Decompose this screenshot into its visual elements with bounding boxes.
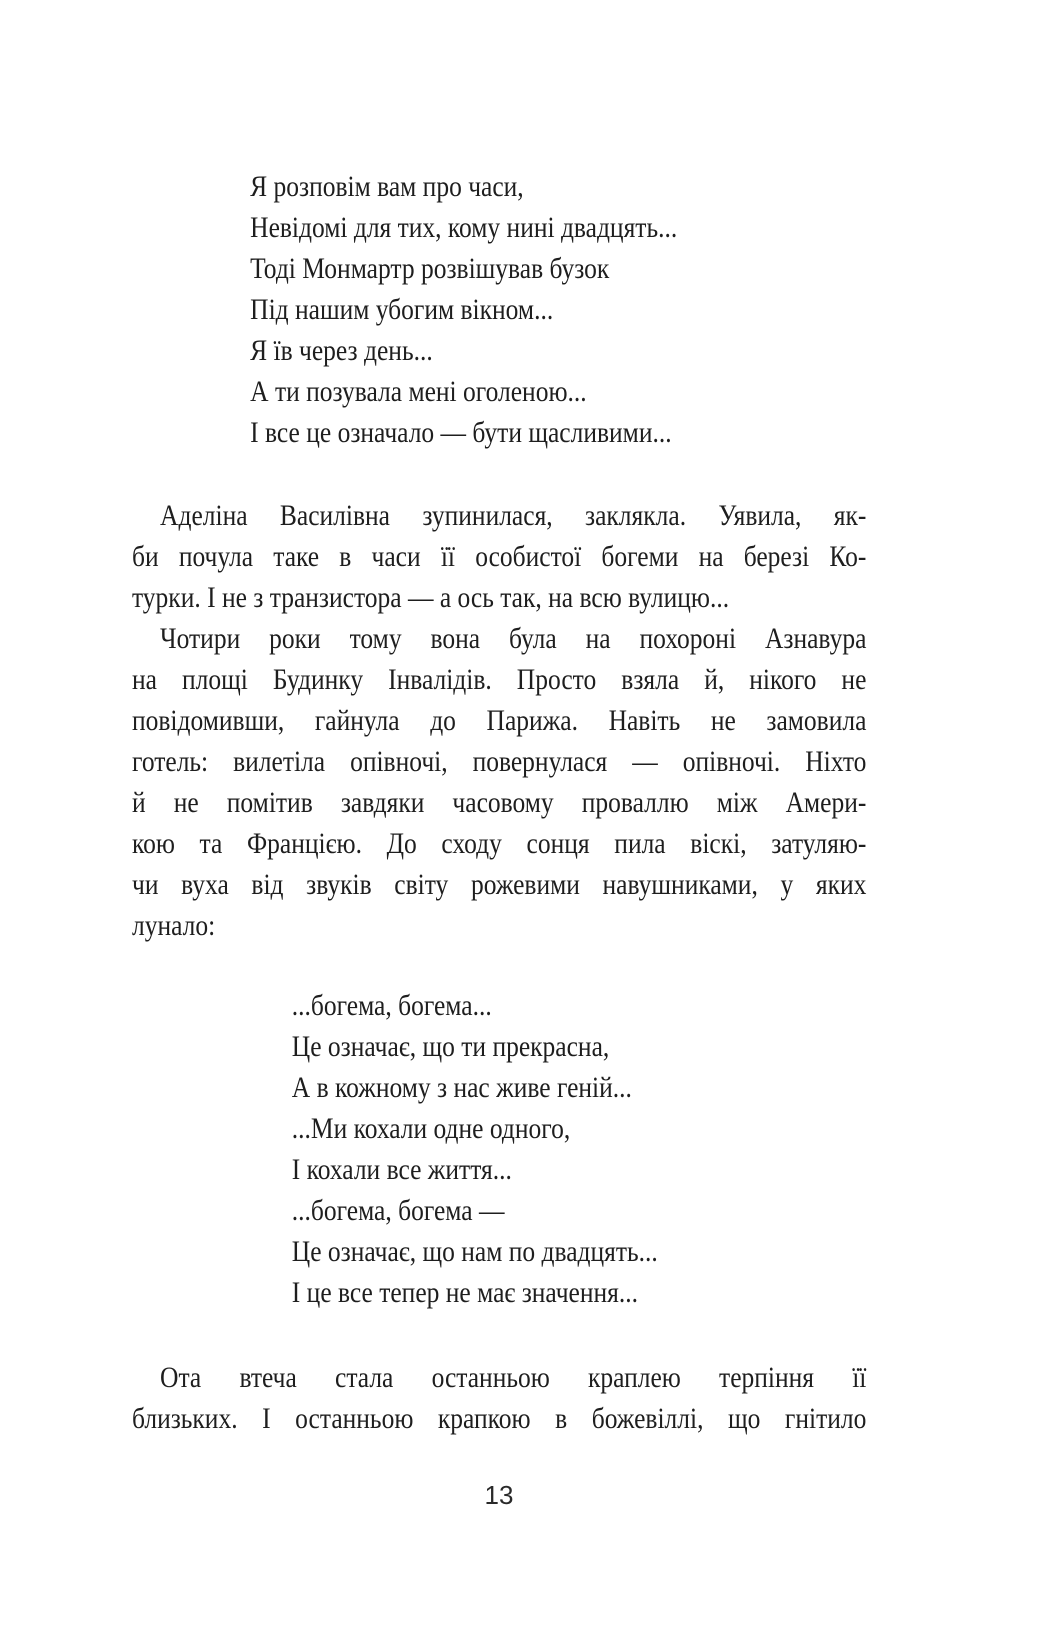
paragraph-line: Ота втеча стала останньою краплею терпіння її (160, 1361, 867, 1394)
paragraph-3 (132, 1357, 866, 1439)
paragraph-line: кою та Францією. До сходу сонця пила віскі, затуляю- (132, 827, 867, 860)
verse-line: Я розповім вам про часи, (250, 170, 524, 203)
verse-line: Під нашим убогим вікном... (250, 293, 554, 326)
body-text (132, 166, 866, 1439)
paragraph-line: Аделіна Василівна зупинилася, заклякла. Уявила, як- (160, 499, 867, 532)
paragraph-line: близьких. І останньою крапкою в божевіллі, що гнітило (132, 1402, 867, 1435)
verse-line: І це все тепер не має значення... (291, 1276, 639, 1309)
verse-line: ...Ми кохали одне одного, (291, 1112, 571, 1145)
paragraph-line: повідомивши, гайнула до Парижа. Навіть не замовила (132, 704, 867, 737)
verse-block-1 (250, 166, 866, 453)
verse-line: І все це означало — бути щасливими... (250, 416, 672, 449)
verse-block-2 (292, 985, 867, 1313)
page-number: 13 (484, 1480, 514, 1510)
paragraph-line: й не помітив завдяки часовому проваллю між Амери- (132, 786, 867, 819)
verse-line: А в кожному з нас живе геній... (291, 1071, 632, 1104)
verse-line: І кохали все життя... (291, 1153, 512, 1186)
paragraph-line: готель: вилетіла опівночі, повернулася — опівночі. Ніхто (132, 745, 867, 778)
verse-line: Тоді Монмартр розвішував бузок (250, 252, 610, 285)
paragraph-line: Чотири роки тому вона була на похороні Азнавура (160, 622, 867, 655)
paragraph-2 (132, 618, 866, 946)
verse-line: Це означає, що ти прекрасна, (291, 1030, 610, 1063)
verse-line: А ти позувала мені оголеною... (250, 375, 587, 408)
paragraph-line: би почула таке в часи її особистої богеми на березі Ко- (132, 540, 867, 573)
text-column (132, 166, 866, 1439)
paragraph-line: лунало: (132, 909, 216, 942)
verse-line: Я їв через день... (250, 334, 433, 367)
paragraph-line: чи вуха від звуків світу рожевими навушниками, у яких (132, 868, 867, 901)
verse-line: Це означає, що нам по двадцять... (291, 1235, 658, 1268)
verse-line: ...богема, богема — (291, 1194, 505, 1227)
verse-line: Невідомі для тих, кому нині двадцять... (250, 211, 678, 244)
verse-line: ...богема, богема... (291, 989, 492, 1022)
paragraph-1 (132, 495, 866, 618)
paragraph-line: турки. І не з транзистора — а ось так, на всю вулицю... (132, 581, 730, 614)
paragraph-line: на площі Будинку Інвалідів. Просто взяла й, нікого не (132, 663, 867, 696)
